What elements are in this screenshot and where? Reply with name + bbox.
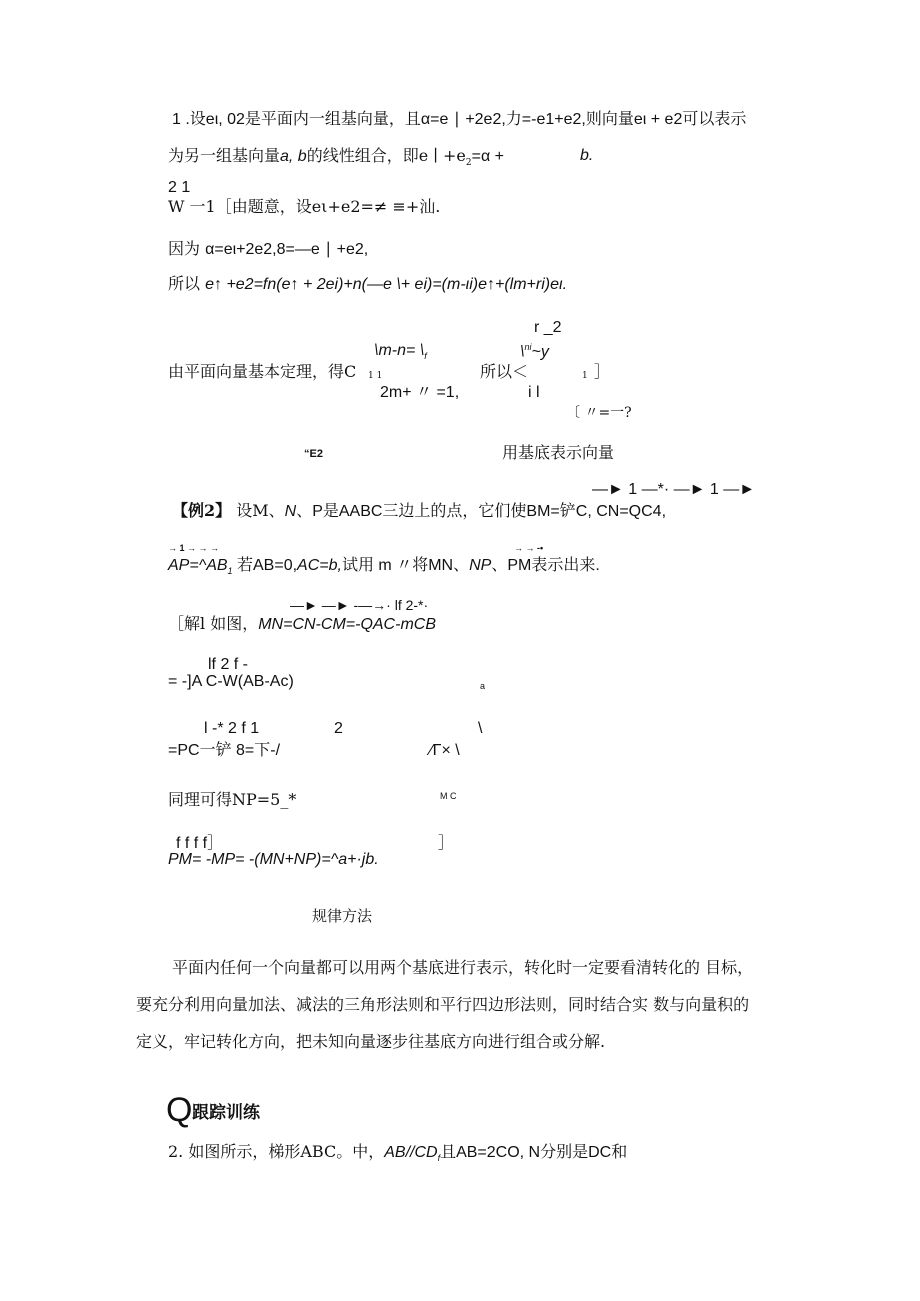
figure-mark: ⁄Γ× \ xyxy=(430,742,460,759)
solution1-sys-right-bot: i l xyxy=(528,384,540,401)
solution1-sys-right-top-a: \ xyxy=(520,343,525,361)
solution1-sys-mid-sub: 1 xyxy=(582,371,588,381)
example2-pm-eq: PM= -MP= -(MN+NP)=^a+·jb. xyxy=(168,851,379,868)
problem1-line2-b: a, b xyxy=(280,148,307,165)
solution1-sys-lead xyxy=(168,362,356,382)
example2-ap-c: AC=b, xyxy=(297,557,342,574)
example2-eq-aac: = -]A C-W(AB-Ac) xyxy=(168,673,294,690)
training-line-sub: f xyxy=(437,1153,441,1164)
solution1-sys-left-bot: 2m+ 〃 =1, xyxy=(380,384,460,401)
problem1-line1: 1 .设eι, 02是平面内一组基向量，且α=e ∣ +2e2,力=-e1+e2,则向量eι + e2可以表示 xyxy=(172,111,747,128)
method-line3: 定义，牢记转化方向，把未知向量逐步往基底方向进行组合或分解. xyxy=(136,1032,606,1051)
example2-sol-a: ［解l 如图， xyxy=(168,614,259,633)
solution1-so-word: 所以 xyxy=(168,274,206,293)
problem1-line2-a: 为另一组基向量 xyxy=(168,146,281,165)
example2-arrows-top: —► 1 —*· —► 1 —► xyxy=(592,481,756,498)
example2-same-np: 同理可得NP=5_* xyxy=(168,790,297,809)
method-title: 规律方法 xyxy=(312,907,373,925)
example2-ap-d: 试用 m 〃将MN、 xyxy=(341,557,470,574)
training-line xyxy=(168,1142,627,1164)
training-line-a: 2. 如图所示，梯形ABC。中， xyxy=(168,1142,385,1161)
example2-sol-arrows: —► —► -—→· lf 2-*· xyxy=(290,597,429,613)
solution1-sys-right-top-b: ~y xyxy=(531,343,549,361)
section-small-label: “E2 xyxy=(304,448,323,460)
solution1-sys-lead-text: 由平面向量基本定理，得C xyxy=(168,362,357,381)
example2-sol-line xyxy=(168,614,436,635)
solution1-sys-right-top-sub: ni xyxy=(524,342,532,352)
figure-bracket: ］ xyxy=(438,835,455,852)
training-line-b: AB//CD xyxy=(384,1144,438,1161)
example2-ap-sub: 1 xyxy=(227,566,233,577)
example2-num2: 2 xyxy=(334,720,343,737)
solution1-frac-top: 2 1 xyxy=(168,179,191,196)
solution1-sys-mid: 所以＜ xyxy=(480,362,529,381)
example2-sol-b: MN=CN-CM=-QAC-mCB xyxy=(258,616,436,633)
solution1-sys-right-top xyxy=(520,341,549,362)
example2-ffff: f f f f］ xyxy=(176,835,224,852)
problem1-line2-c: 的线性组合，即e ∣ +e xyxy=(306,146,466,165)
example2-i2f1: l -* 2 f 1 xyxy=(204,720,260,737)
solution1-sys-r2: r _2 xyxy=(534,319,562,336)
example2-line-ap xyxy=(168,556,600,577)
solution1-line-because xyxy=(168,239,368,260)
example2-ap-f: 、PM表示出来. xyxy=(491,557,600,574)
solution1-sys-lead-sub: 1 1 xyxy=(368,371,383,381)
problem1-line2 xyxy=(168,146,504,169)
example2-label: 【例2】 xyxy=(172,501,232,520)
solution1-sys-left-top xyxy=(374,341,427,362)
solution1-because-word: 因为 xyxy=(168,239,206,258)
example2-ap-e: NP xyxy=(469,557,492,574)
example2-ap-a: AP=^AB xyxy=(168,557,228,574)
example2-text-c: 、P是AABC三边上的点，它们使BM=铲C, CN=QC4, xyxy=(296,503,667,520)
solution1-line-w: W 一1［由题意，设eι+e2=≠ ≡+汕. xyxy=(168,197,441,216)
solution1-line-so xyxy=(168,274,567,295)
figure-slash: \ xyxy=(478,720,483,737)
example2-arrows-mid: → 1 → → → xyxy=(168,543,220,553)
example2-text-a: 设M、 xyxy=(231,501,285,520)
example2-eq-pc: =PC一铲 8=下-/ xyxy=(168,742,281,759)
problem1-line2-d: =α + xyxy=(471,148,505,165)
training-line-c: 且AB=2CO, N分别是DC和 xyxy=(440,1144,628,1161)
section-title: 用基底表示向量 xyxy=(502,443,615,462)
example2-arrows-np: → → -• xyxy=(514,543,544,553)
problem1-line2-e: b. xyxy=(580,147,594,164)
example2-ap-b: 若AB=0, xyxy=(232,557,298,574)
solution1-sys-right-bot2: 〔 〃=一? xyxy=(566,405,632,421)
training-q-icon: Q xyxy=(166,1091,193,1129)
solution1-sys-left-top-sub: f xyxy=(424,351,427,362)
method-line2: 要充分利用向量加法、减法的三角形法则和平行四边形法则，同时结合实 数与向量积的 xyxy=(136,995,750,1014)
problem1-line2-sub: 2 xyxy=(465,158,472,169)
solution1-sys-bracket: ］ xyxy=(594,362,611,381)
solution1-so-eq: e↑ +e2=fn(e↑ + 2ei)+n(—e \+ ei)=(m-ιi)e↑+(lm+ri)eι. xyxy=(205,276,568,293)
example2-line xyxy=(172,501,666,522)
training-title: 跟踪训练 xyxy=(192,1103,260,1123)
method-line1: 平面内任何一个向量都可以用两个基底进行表示，转化时一定要看清转化的 目标， xyxy=(172,958,754,977)
example2-text-b: N xyxy=(284,503,297,520)
solution1-sys-left-top-text: \m-n= \ xyxy=(374,342,425,359)
figure-label-mc: M C xyxy=(440,791,457,801)
example2-if2f: lf 2 f - xyxy=(208,656,249,673)
figure-label-a: a xyxy=(480,681,486,691)
solution1-because-eq: α=eι+2e2,8=—e ∣ +e2, xyxy=(205,241,369,258)
